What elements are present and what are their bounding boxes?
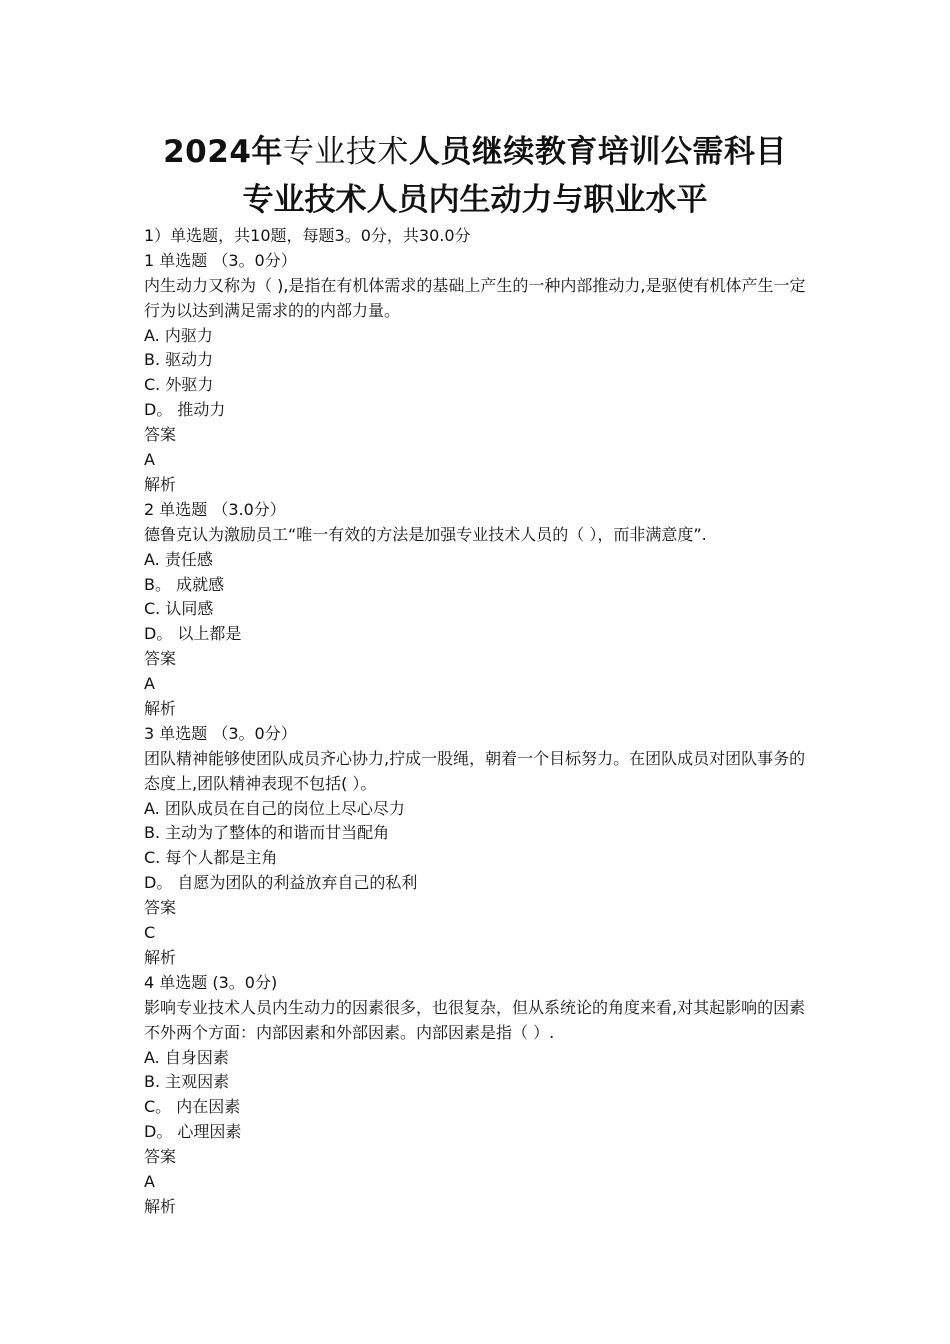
option-b: B. 主动为了整体的和谐而甘当配角 — [144, 823, 390, 843]
answer-label: 答案 — [144, 649, 177, 669]
option-a: A. 责任感 — [144, 549, 213, 569]
option-b: B. 驱动力 — [144, 350, 214, 370]
analysis-label: 解析 — [144, 474, 177, 494]
document-title — [0, 128, 950, 224]
document-subtitle: 专业技术人员内生动力与职业水平 — [242, 182, 708, 218]
option-b: B. 主观因素 — [144, 1072, 230, 1092]
section-header: 1）单选题，共10题，每题3。0分，共30.0分 — [144, 226, 471, 245]
option-d: D。 心理因素 — [144, 1122, 242, 1142]
title-year: 2024年 — [163, 134, 283, 170]
analysis-label: 解析 — [144, 1196, 177, 1216]
question-header: 2 单选题 （3.0分） — [144, 499, 286, 519]
answer-label: 答案 — [144, 1147, 177, 1167]
title-line — [0, 128, 950, 176]
answer-value: A — [144, 1171, 155, 1191]
option-d: D。 以上都是 — [144, 624, 242, 644]
answer-value: C — [144, 923, 156, 943]
option-c: C. 认同感 — [144, 599, 214, 619]
question-stem: 德鲁克认为激励员工“唯一有效的方法是加强专业技术人员的（ ），而非满意度”. — [144, 524, 707, 544]
question-block — [144, 722, 814, 971]
title-mid: 专业技术 — [282, 134, 409, 170]
option-c: C. 每个人都是主角 — [144, 848, 278, 868]
option-d: D。 推动力 — [144, 400, 226, 420]
answer-value: A — [144, 450, 155, 470]
option-d: D。 自愿为团队的利益放弃自己的私利 — [144, 873, 418, 893]
question-header: 4 单选题 (3。0分) — [144, 972, 278, 992]
title-end: 人员继续教育培训公需科目 — [408, 134, 787, 170]
question-stem: 影响专业技术人员内生动力的因素很多，也很复杂，但从系统论的角度来看,对其起影响的因素不外两个方面：内部因素和外部因素。内部因素是指（ ）. — [144, 997, 806, 1042]
analysis-label: 解析 — [144, 947, 177, 967]
question-block — [144, 249, 814, 498]
option-a: A. 内驱力 — [144, 325, 213, 345]
question-block — [144, 971, 814, 1220]
option-b: B。 成就感 — [144, 574, 225, 594]
question-block — [144, 498, 814, 722]
document-body — [144, 224, 814, 1220]
answer-label: 答案 — [144, 425, 177, 445]
option-c: C. 外驱力 — [144, 375, 214, 395]
question-header: 3 单选题 （3。0分） — [144, 723, 297, 743]
question-stem: 内生动力又称为（ ),是指在有机体需求的基础上产生的一种内部推动力,是驱使有机体产生一定行为以达到满足需求的的内部力量。 — [144, 275, 806, 320]
question-stem: 团队精神能够使团队成员齐心协力,拧成一股绳，朝着一个目标努力。在团队成员对团队事务的态度上,团队精神表现不包括( ）。 — [144, 748, 806, 793]
answer-value: A — [144, 674, 155, 694]
question-header: 1 单选题 （3。0分） — [144, 250, 297, 270]
option-a: A. 团队成员在自己的岗位上尽心尽力 — [144, 798, 405, 818]
option-a: A. 自身因素 — [144, 1047, 229, 1067]
answer-label: 答案 — [144, 898, 177, 918]
analysis-label: 解析 — [144, 698, 177, 718]
option-c: C。 内在因素 — [144, 1097, 241, 1117]
